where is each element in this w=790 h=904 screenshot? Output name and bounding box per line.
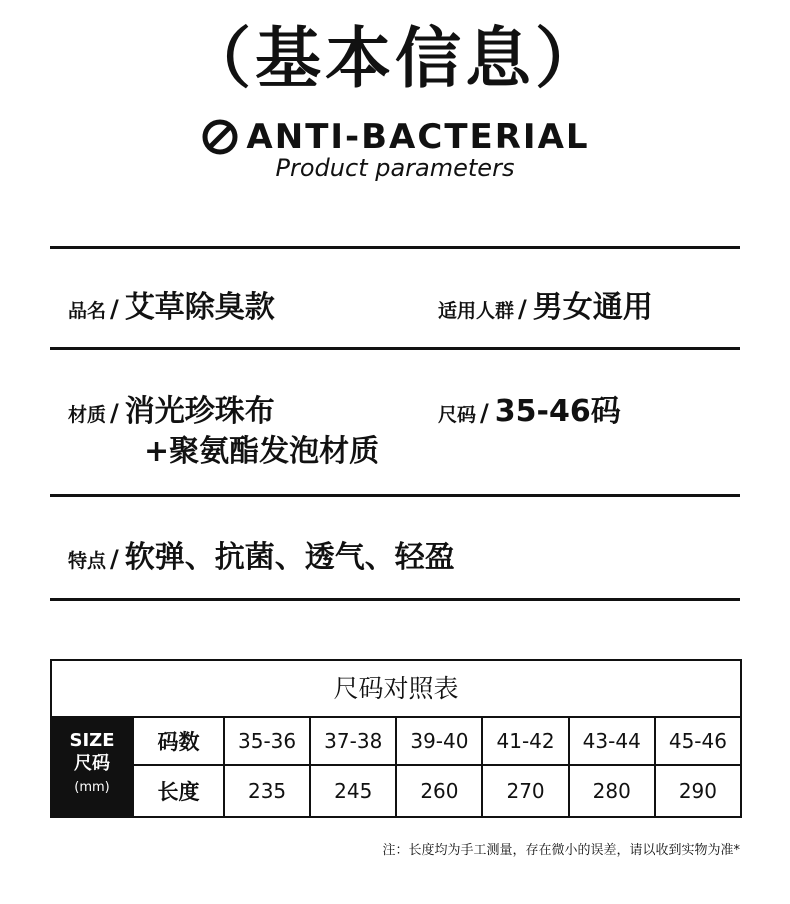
page-title: （基本信息） [185, 20, 605, 97]
table-cell: 290 [654, 766, 740, 816]
field-value: 35-46码 [494, 394, 621, 429]
brand-text: ANTI-BACTERIAL [246, 117, 590, 157]
row-header-size: 码数 [132, 718, 223, 766]
table-cell: 280 [568, 766, 654, 816]
field-slash: / [110, 399, 119, 427]
field-label: 材质 [68, 404, 107, 426]
field-product-name [68, 288, 275, 328]
table-cell: 45-46 [654, 718, 740, 766]
table-cell: 235 [223, 766, 309, 816]
divider [50, 246, 740, 249]
row-header-length: 长度 [132, 766, 223, 816]
field-size-range [438, 392, 621, 432]
side-label-unit: (mm) [74, 780, 110, 795]
field-features [68, 538, 455, 578]
field-label: 适用人群 [438, 300, 515, 322]
size-chart-table [50, 659, 742, 818]
size-chart-side-label [52, 718, 132, 816]
table-cell: 260 [395, 766, 481, 816]
field-value-line2: +聚氨酯发泡材质 [144, 434, 380, 469]
subtitle: Product parameters [275, 154, 515, 182]
size-chart-title: 尺码对照表 [52, 661, 740, 718]
field-slash: / [110, 545, 119, 573]
field-value: 软弹、抗菌、透气、轻盈 [124, 540, 455, 575]
field-slash: / [110, 295, 119, 323]
field-audience [438, 288, 653, 328]
side-label-size: SIZE [69, 730, 115, 751]
table-cell: 43-44 [568, 718, 654, 766]
measurement-note: 注：长度均为手工测量，存在微小的误差，请以收到实物为准* [382, 843, 740, 858]
divider [50, 598, 740, 601]
field-slash: / [480, 399, 489, 427]
table-cell: 37-38 [309, 718, 395, 766]
size-chart-grid [132, 718, 740, 816]
field-label: 特点 [68, 550, 107, 572]
field-value: 消光珍珠布 [124, 394, 275, 429]
field-value: 男女通用 [532, 290, 653, 325]
table-cell: 41-42 [481, 718, 567, 766]
anti-bacterial-icon [200, 117, 240, 157]
divider [50, 347, 740, 350]
divider [50, 494, 740, 497]
table-cell: 39-40 [395, 718, 481, 766]
table-cell: 35-36 [223, 718, 309, 766]
field-material [68, 392, 275, 432]
side-label-code: 尺码 [74, 753, 110, 774]
table-cell: 245 [309, 766, 395, 816]
field-value: 艾草除臭款 [124, 290, 275, 325]
table-cell: 270 [481, 766, 567, 816]
field-label: 品名 [68, 300, 107, 322]
field-slash: / [518, 295, 527, 323]
field-label: 尺码 [438, 404, 477, 426]
